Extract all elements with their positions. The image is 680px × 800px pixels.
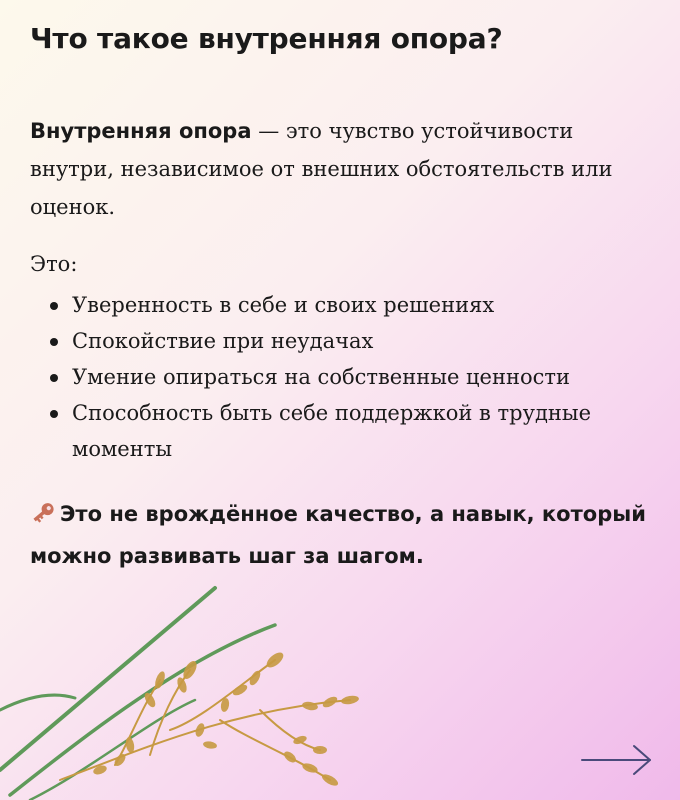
list-lead: Это: xyxy=(30,252,78,276)
list-item: Способность быть себе поддержкой в трудные моменты xyxy=(50,395,630,467)
list-item: Спокойствие при неудачах xyxy=(50,323,630,359)
list-item: Уверенность в себе и своих решениях xyxy=(50,287,630,323)
key-icon xyxy=(30,499,56,537)
page-title: Что такое внутренняя опора? xyxy=(30,22,503,55)
definition-paragraph xyxy=(30,112,640,226)
arrow-right-icon[interactable] xyxy=(578,740,654,780)
definition-text: — это чувство устойчивости внутри, независимое от внешних обстоятельств или оценок. xyxy=(30,119,613,219)
bullet-list xyxy=(50,287,630,467)
definition-term: Внутренняя опора xyxy=(30,119,252,143)
grass-illustration xyxy=(0,580,400,800)
list-item: Умение опираться на собственные ценности xyxy=(50,359,630,395)
key-note xyxy=(30,495,650,575)
key-note-text: Это не врождённое качество, а навык, который можно развивать шаг за шагом. xyxy=(30,502,646,568)
